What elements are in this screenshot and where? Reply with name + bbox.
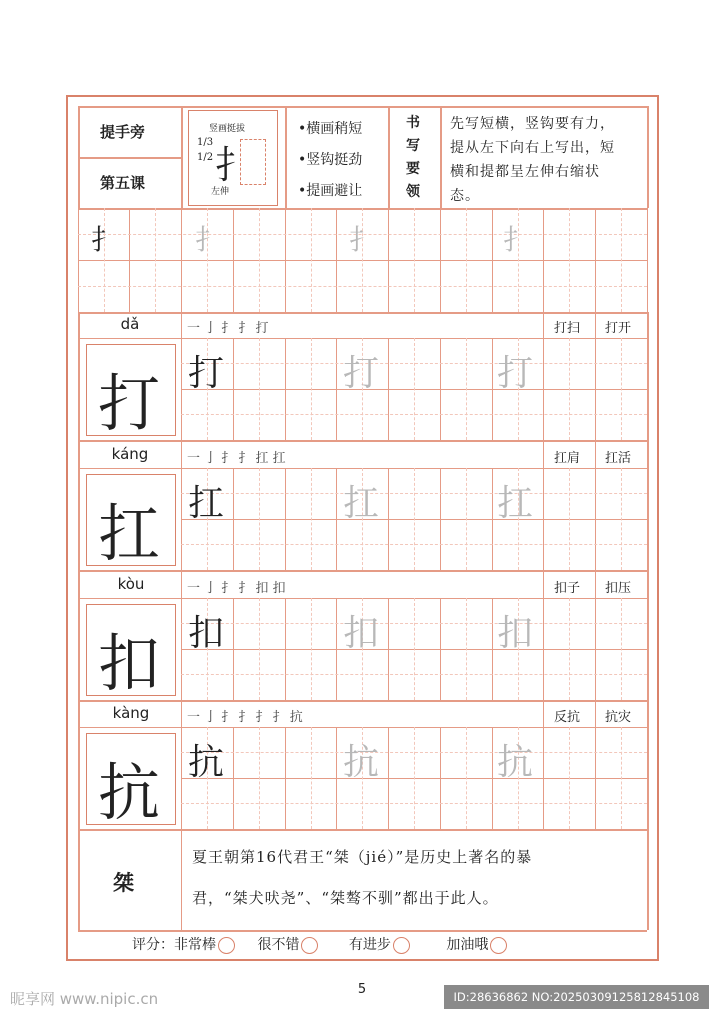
grid-line bbox=[181, 208, 182, 312]
rating-row bbox=[132, 934, 507, 954]
grid-line bbox=[285, 338, 286, 440]
story-line-1: 夏王朝第16代君王“桀（jié）”是历史上著名的暴 bbox=[192, 848, 533, 866]
grid-line bbox=[78, 700, 647, 702]
guide-line bbox=[621, 338, 622, 440]
grid-line bbox=[595, 442, 596, 468]
grid-line bbox=[543, 338, 544, 440]
grid-line bbox=[336, 598, 337, 700]
trace-da-2: 打 bbox=[497, 353, 534, 394]
grid-line bbox=[181, 598, 182, 700]
demo-label-top: 竖画挺拔 bbox=[209, 124, 246, 134]
word-kang-1: 扛肩 bbox=[554, 451, 581, 466]
guide-line bbox=[621, 208, 622, 312]
strokes-kang: 一 亅 扌 扌 扛 扛 bbox=[187, 451, 286, 466]
story-char: 桀 bbox=[113, 870, 134, 895]
grid-line bbox=[78, 570, 647, 572]
trace-kang-1: 扛 bbox=[343, 483, 380, 524]
rating-circle-3[interactable] bbox=[393, 937, 410, 954]
grid-line bbox=[440, 338, 441, 440]
grid-line bbox=[595, 208, 596, 312]
practice-char-kang: 扛 bbox=[188, 483, 225, 524]
guide-line bbox=[414, 338, 415, 440]
guide-line bbox=[259, 208, 260, 312]
grid-line bbox=[543, 598, 544, 700]
guide-line bbox=[466, 208, 467, 312]
grid-line bbox=[647, 468, 648, 570]
grid-line bbox=[78, 440, 647, 442]
grid-line bbox=[595, 572, 596, 598]
grid-line bbox=[233, 727, 234, 829]
trace-da-1: 打 bbox=[343, 353, 380, 394]
rating-circle-2[interactable] bbox=[301, 937, 318, 954]
guide-line bbox=[181, 803, 647, 804]
guide-line bbox=[181, 623, 647, 624]
grid-line bbox=[285, 598, 286, 700]
model-char-kang-2: 抗 bbox=[98, 756, 161, 829]
guide-line bbox=[569, 208, 570, 312]
model-char-kou: 扣 bbox=[98, 627, 161, 700]
guide-line bbox=[181, 544, 647, 545]
guide-line bbox=[181, 493, 647, 494]
key-text-line-3: 横和提都呈左伸右缩状 bbox=[450, 164, 600, 180]
grid-line bbox=[285, 468, 286, 570]
key-text-line-4: 态。 bbox=[450, 188, 480, 204]
guide-line bbox=[569, 338, 570, 440]
grid-line bbox=[78, 701, 80, 831]
guide-line bbox=[181, 674, 647, 675]
pinyin-kang-2: kàng bbox=[112, 704, 150, 722]
guide-line bbox=[466, 727, 467, 829]
grid-line bbox=[595, 468, 596, 570]
model-char-kang: 扛 bbox=[98, 497, 161, 570]
grid-line bbox=[336, 338, 337, 440]
header-top-line bbox=[78, 106, 647, 108]
guide-line bbox=[414, 727, 415, 829]
pinyin-da: dǎ bbox=[120, 315, 140, 333]
grid-line bbox=[78, 312, 80, 442]
lesson-label: 第五课 bbox=[100, 174, 146, 192]
guide-line bbox=[181, 414, 647, 415]
demo-radical-char: 扌 bbox=[215, 143, 254, 187]
rating-option-3: 有进步 bbox=[348, 937, 391, 953]
word-da-2: 打开 bbox=[605, 321, 632, 336]
header-right-line bbox=[647, 106, 649, 208]
guide-line bbox=[466, 468, 467, 570]
key-text-line-2: 提从左下向右上写出，短 bbox=[450, 140, 615, 156]
header-divider bbox=[388, 106, 390, 208]
watermark-id: ID:28636862 NO:20250309125812845108 bbox=[444, 985, 709, 1009]
trace-kang2-1: 抗 bbox=[343, 742, 380, 783]
word-kang2-2: 抗灾 bbox=[605, 710, 632, 725]
guide-line bbox=[311, 727, 312, 829]
grid-line bbox=[181, 468, 182, 570]
guide-line bbox=[259, 598, 260, 700]
radical-trace-3: 扌 bbox=[503, 223, 532, 256]
grid-line bbox=[233, 208, 234, 312]
grid-line bbox=[492, 468, 493, 570]
grid-line bbox=[492, 598, 493, 700]
guide-line bbox=[311, 598, 312, 700]
grid-line bbox=[492, 727, 493, 829]
demo-ratio-2: 1/2 bbox=[197, 152, 214, 163]
guide-line bbox=[414, 468, 415, 570]
watermark-left: 昵享网 www.nipic.cn bbox=[10, 990, 159, 1008]
guide-line bbox=[414, 598, 415, 700]
grid-line bbox=[388, 468, 389, 570]
radical-name: 提手旁 bbox=[100, 123, 146, 141]
word-kou-1: 扣子 bbox=[554, 581, 581, 596]
word-kang-2: 扛活 bbox=[605, 451, 632, 466]
guide-line bbox=[311, 208, 312, 312]
grid-line bbox=[233, 338, 234, 440]
header-left-line bbox=[78, 106, 80, 208]
grid-line bbox=[647, 598, 648, 700]
rating-option-2: 很不错 bbox=[257, 937, 300, 953]
story-divider bbox=[181, 830, 182, 930]
header-mid-line bbox=[78, 157, 181, 159]
guide-line bbox=[181, 363, 647, 364]
story-bottom-line bbox=[78, 930, 647, 932]
grid-line bbox=[233, 598, 234, 700]
guide-line bbox=[466, 598, 467, 700]
guide-line bbox=[569, 727, 570, 829]
page-number: 5 bbox=[357, 982, 367, 997]
grid-line bbox=[595, 701, 596, 727]
grid-line bbox=[78, 572, 80, 702]
guide-line bbox=[259, 338, 260, 440]
grid-line bbox=[285, 727, 286, 829]
guide-line bbox=[466, 338, 467, 440]
story-top-line bbox=[78, 829, 647, 831]
grid-line bbox=[78, 312, 647, 314]
guide-line bbox=[414, 208, 415, 312]
grid-line bbox=[492, 208, 493, 312]
tip-3: •提画避让 bbox=[298, 183, 363, 199]
grid-line bbox=[336, 468, 337, 570]
grid-line bbox=[543, 727, 544, 829]
grid-line bbox=[543, 442, 544, 468]
model-char-da: 打 bbox=[98, 367, 161, 440]
trace-kang-2: 扛 bbox=[497, 483, 534, 524]
key-title: 书写要领 bbox=[406, 115, 420, 200]
practice-char-kou: 扣 bbox=[188, 613, 225, 654]
strokes-da: 一 亅 扌 扌 打 bbox=[187, 321, 269, 336]
trace-kou-2: 扣 bbox=[497, 613, 534, 654]
strokes-kang-2: 一 亅 扌 扌 扌 扌 抗 bbox=[187, 710, 303, 725]
radical-trace-2: 扌 bbox=[349, 223, 378, 256]
grid-line bbox=[543, 208, 544, 312]
grid-line bbox=[285, 208, 286, 312]
grid-line bbox=[388, 598, 389, 700]
grid-line bbox=[595, 727, 596, 829]
grid-line bbox=[543, 312, 544, 338]
tip-1: •横画稍短 bbox=[298, 121, 363, 137]
grid-line bbox=[440, 727, 441, 829]
tip-2: •竖钩挺劲 bbox=[298, 152, 363, 168]
grid-line bbox=[181, 727, 182, 829]
demo-guide-box bbox=[240, 139, 266, 185]
grid-line bbox=[440, 208, 441, 312]
guide-line bbox=[155, 208, 156, 312]
grid-line bbox=[78, 442, 80, 572]
grid-line bbox=[233, 468, 234, 570]
rating-circle-4[interactable] bbox=[490, 937, 507, 954]
pinyin-kou: kòu bbox=[117, 575, 145, 593]
practice-char-da: 打 bbox=[188, 353, 225, 394]
guide-line bbox=[311, 338, 312, 440]
radical-trace-1: 扌 bbox=[195, 223, 224, 256]
trace-kang2-2: 抗 bbox=[497, 742, 534, 783]
guide-line bbox=[621, 598, 622, 700]
grid-line bbox=[647, 338, 648, 440]
guide-line bbox=[621, 727, 622, 829]
story-right-line bbox=[647, 830, 649, 930]
radical-practice-char: 扌 bbox=[91, 223, 120, 256]
word-da-1: 打扫 bbox=[554, 321, 581, 336]
story-left-line bbox=[78, 830, 80, 930]
pinyin-kang: káng bbox=[111, 445, 149, 463]
grid-line bbox=[440, 468, 441, 570]
rating-label: 评分： bbox=[132, 937, 174, 953]
grid-line bbox=[388, 727, 389, 829]
guide-line bbox=[259, 727, 260, 829]
practice-char-kang-2: 抗 bbox=[188, 742, 225, 783]
key-text-line-1: 先写短横，竖钩要有力， bbox=[450, 116, 615, 132]
word-kou-2: 扣压 bbox=[605, 581, 632, 596]
header-divider bbox=[440, 106, 442, 208]
guide-line bbox=[569, 598, 570, 700]
grid-line bbox=[181, 338, 182, 440]
header-divider bbox=[181, 106, 183, 208]
guide-line bbox=[621, 468, 622, 570]
grid-line bbox=[543, 468, 544, 570]
grid-line bbox=[543, 572, 544, 598]
grid-line bbox=[336, 727, 337, 829]
story-line-2: 君，“桀犬吠尧”、“桀骜不驯”都出于此人。 bbox=[192, 889, 499, 907]
grid-line bbox=[388, 208, 389, 312]
grid-line bbox=[388, 338, 389, 440]
guide-line bbox=[181, 752, 647, 753]
guide-line bbox=[311, 468, 312, 570]
guide-line bbox=[569, 468, 570, 570]
grid-line bbox=[78, 208, 79, 312]
rating-circle-1[interactable] bbox=[218, 937, 235, 954]
trace-kou-1: 扣 bbox=[343, 613, 380, 654]
demo-ratio-1: 1/3 bbox=[197, 137, 214, 148]
guide-line bbox=[259, 468, 260, 570]
word-kang2-1: 反抗 bbox=[554, 710, 581, 725]
grid-line bbox=[595, 338, 596, 440]
demo-label-bottom: 左伸 bbox=[211, 187, 230, 197]
grid-line bbox=[336, 208, 337, 312]
strokes-kou: 一 亅 扌 扌 扣 扣 bbox=[187, 581, 286, 596]
grid-line bbox=[492, 338, 493, 440]
grid-line bbox=[440, 598, 441, 700]
grid-line bbox=[647, 208, 648, 312]
grid-line bbox=[129, 208, 130, 312]
header-divider bbox=[285, 106, 287, 208]
guide-line bbox=[78, 286, 647, 287]
grid-line bbox=[543, 701, 544, 727]
grid-line bbox=[647, 727, 648, 829]
rating-option-4: 加油哦 bbox=[446, 937, 489, 953]
grid-line bbox=[595, 598, 596, 700]
grid-line bbox=[595, 312, 596, 338]
rating-option-1: 非常棒 bbox=[174, 937, 216, 953]
